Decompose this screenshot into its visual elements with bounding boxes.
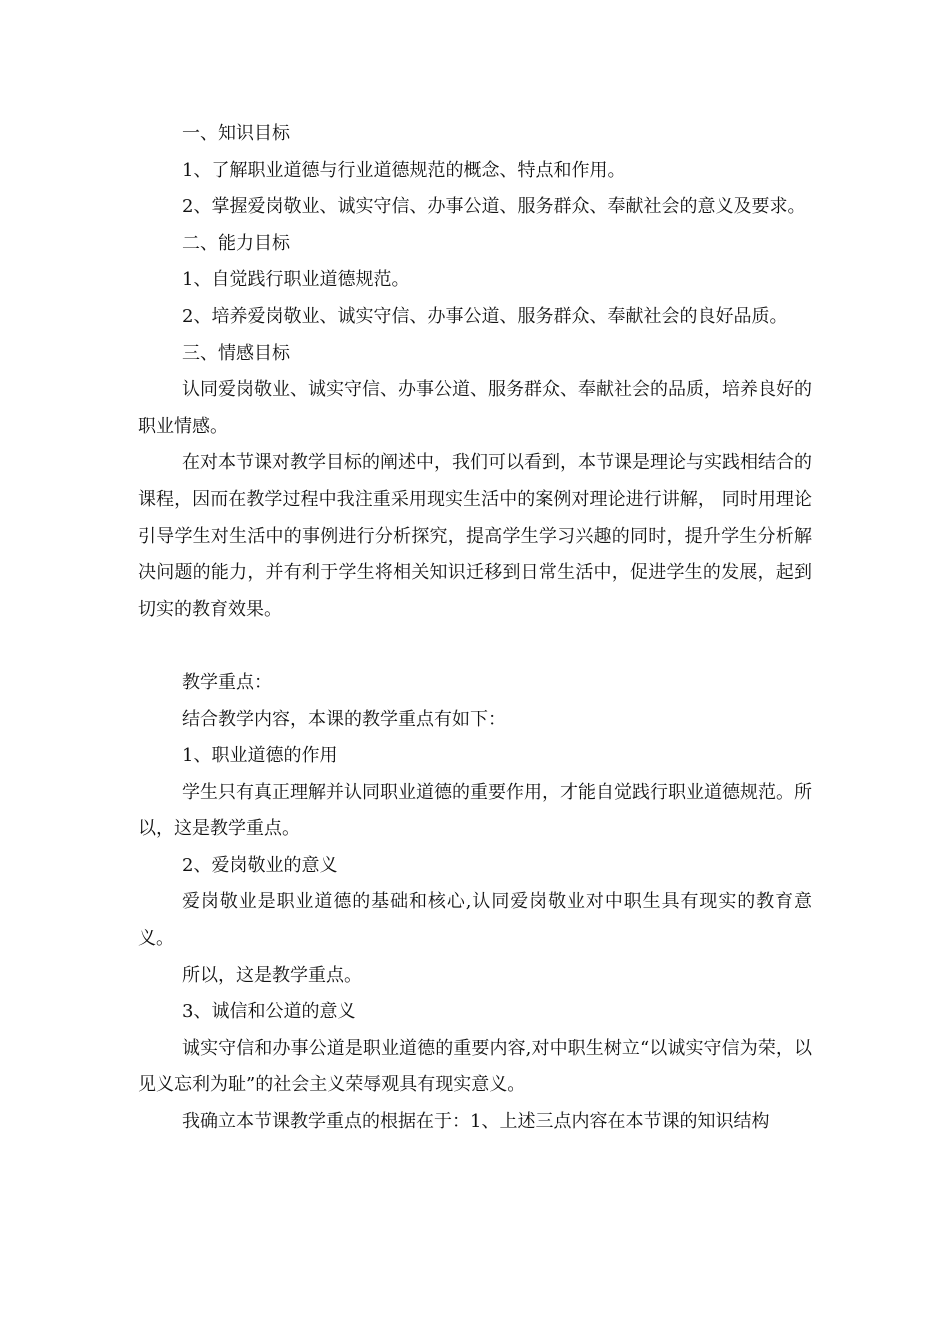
focus-rationale: 我确立本节课教学重点的根据在于：1、上述三点内容在本节课的知识结构 — [182, 1111, 770, 1133]
ability-goal-2: 2、培养爱岗敬业、诚实守信、办事公道、服务群众、奉献社会的良好品质。 — [182, 305, 788, 327]
heading-ability-goals: 二、能力目标 — [182, 232, 290, 254]
document-body — [138, 116, 812, 1141]
ability-goal-1: 1、自觉践行职业道德规范。 — [182, 269, 410, 291]
focus-3-text: 诚实守信和办事公道是职业道德的重要内容,对中职生树立“以诚实守信为荣，以见义忘利为耻”的社会主义荣辱观具有现实意义。 — [138, 1037, 812, 1096]
focus-intro: 结合教学内容，本课的教学重点有如下： — [182, 708, 506, 730]
heading-teaching-focus: 教学重点： — [182, 671, 272, 693]
goals-summary-paragraph: 在对本节课对教学目标的阐述中，我们可以看到，本节课是理论与实践相结合的课程，因而在教学过程中我注重采用现实生活中的案例对理论进行讲解， 同时用理论引导学生对生活中的事例进行分析探究，提高学生学习兴趣的同时，提升学生分析解决问题的能力，并有利于学生将相关知识迁移到日常生活中，促进学生的发展，起到切实的教育效果。 — [138, 452, 812, 620]
heading-emotion-goals: 三、情感目标 — [182, 342, 290, 364]
knowledge-goal-1: 1、了解职业道德与行业道德规范的概念、特点和作用。 — [182, 159, 626, 181]
focus-3-title: 3、诚信和公道的意义 — [182, 1001, 356, 1023]
focus-2-conclusion: 所以，这是教学重点。 — [182, 964, 362, 986]
emotion-goal-text: 认同爱岗敬业、诚实守信、办事公道、服务群众、奉献社会的品质，培养良好的职业情感。 — [138, 379, 812, 437]
focus-1-text: 学生只有真正理解并认同职业道德的重要作用，才能自觉践行职业道德规范。所以，这是教学重点。 — [138, 781, 812, 840]
knowledge-goal-2: 2、掌握爱岗敬业、诚实守信、办事公道、服务群众、奉献社会的意义及要求。 — [182, 196, 806, 218]
paragraph-gap — [138, 628, 812, 665]
focus-2-title: 2、爱岗敬业的意义 — [182, 854, 338, 876]
heading-knowledge-goals: 一、知识目标 — [182, 123, 290, 144]
focus-1-title: 1、职业道德的作用 — [182, 745, 338, 767]
focus-2-text: 爱岗敬业是职业道德的基础和核心,认同爱岗敬业对中职生具有现实的教育意义。 — [138, 891, 812, 950]
